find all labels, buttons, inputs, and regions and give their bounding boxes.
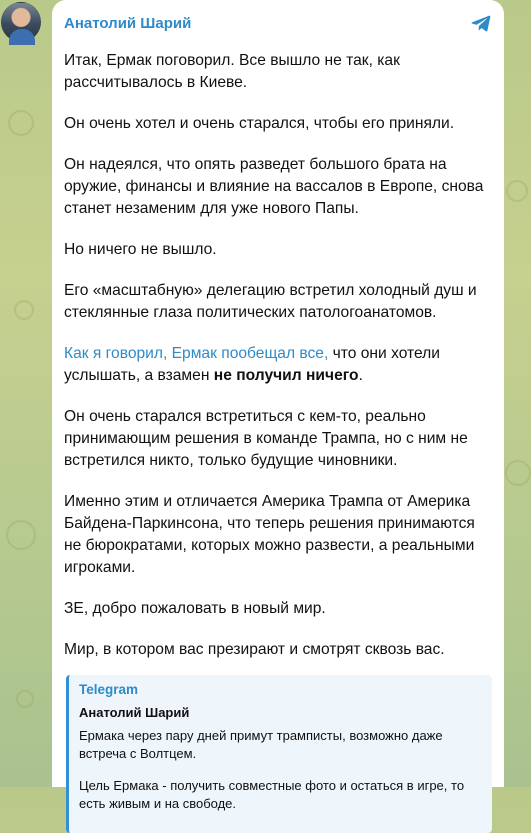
paragraph: Но ничего не вышло. <box>64 241 217 258</box>
paragraph: Именно этим и отличается Америка Трампа от Америка Байдена-Паркинсона, что теперь решения принимаются не бюрократами, которых можно развести, а реальными игроками. <box>64 493 475 576</box>
avatar-figure <box>9 29 35 45</box>
background-doodle <box>16 690 34 708</box>
paragraph: Он очень хотел и очень старался, чтобы его приняли. <box>64 115 455 132</box>
background-doodle <box>14 300 34 320</box>
background-doodle <box>6 520 36 550</box>
paragraph: Итак, Ермак поговорил. Все вышло не так, как рассчитывалось в Киеве. <box>64 52 400 91</box>
preview-text: Ермака через пару дней примут трамписты, возможно даже встреча с Волтцем. <box>79 728 443 761</box>
paragraph: Мир, в котором вас презирают и смотрят сквозь вас. <box>64 641 445 658</box>
message-text <box>64 50 492 661</box>
telegram-icon[interactable] <box>470 12 492 34</box>
background-doodle <box>505 460 531 486</box>
preview-text: Цель Ермака - получить совместные фото и остаться в игре, то есть живым и на свободе. <box>79 778 465 811</box>
background-doodle <box>506 180 528 202</box>
paragraph-text: что они хотели услышать, а взамен <box>64 345 440 384</box>
background-doodle <box>8 110 34 136</box>
paragraph: Он надеялся, что опять разведет большого брата на оружие, финансы и влияние на вассалов в Европе, снова станет незаменим для уже нового Папы. <box>64 156 484 217</box>
inline-link[interactable]: Как я говорил, Ермак пообещал все, <box>64 345 329 362</box>
paragraph: Его «масштабную» делегацию встретил холодный душ и стеклянные глаза политических патологоанатомов. <box>64 282 477 321</box>
paragraph: Он очень старался встретиться с кем-то, реально принимающим решения в команде Трампа, но с ним не встретился никто, только будущие чиновники. <box>64 408 468 469</box>
preview-source: Telegram <box>79 682 139 697</box>
message-bubble <box>52 0 504 811</box>
link-preview[interactable] <box>66 675 492 833</box>
paragraph-with-link <box>64 343 492 387</box>
author-name[interactable]: Анатолий Шарий <box>64 14 192 32</box>
preview-author: Анатолий Шарий <box>79 705 190 720</box>
paragraph: ЗЕ, добро пожаловать в новый мир. <box>64 600 326 617</box>
bold-text: не получил ничего <box>213 367 359 384</box>
message-header <box>64 12 492 34</box>
channel-avatar[interactable] <box>1 2 41 42</box>
paragraph-text: . <box>358 367 363 384</box>
